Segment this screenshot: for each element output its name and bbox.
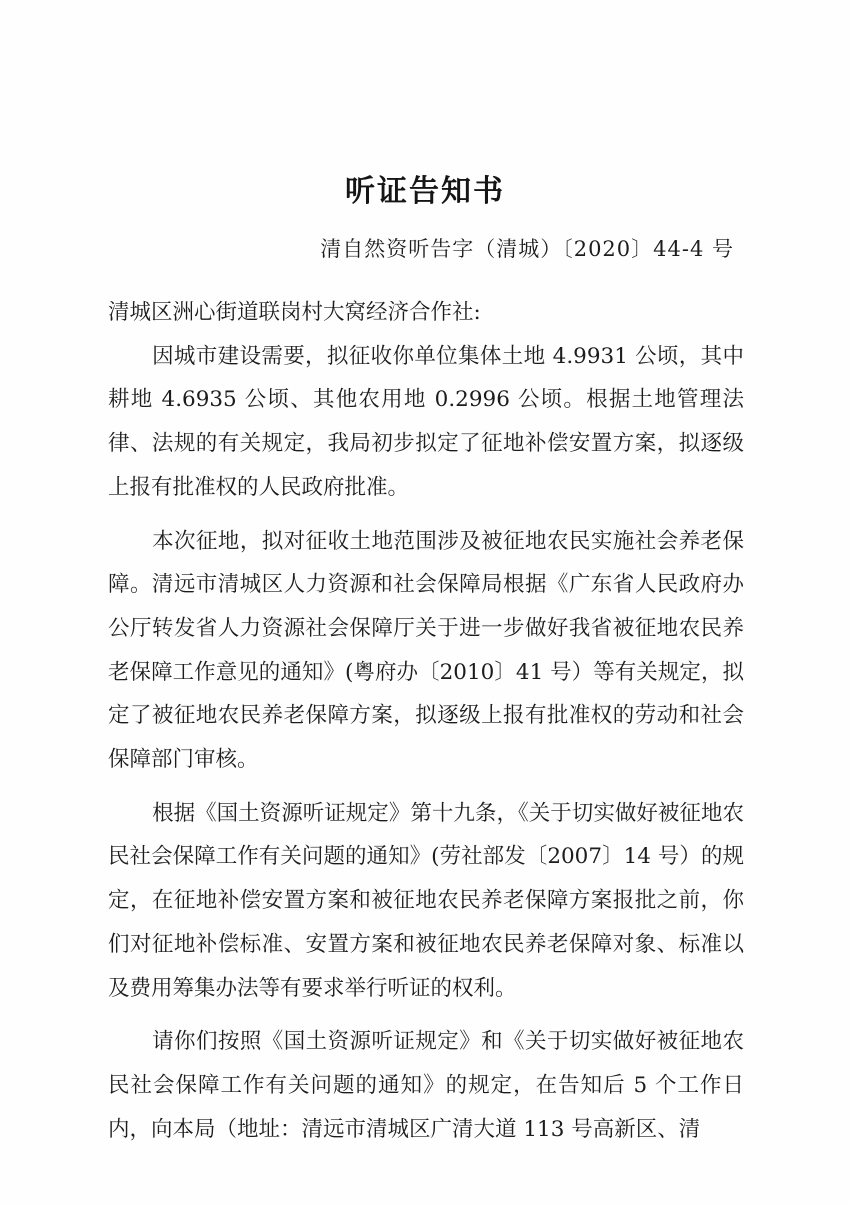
document-body (108, 291, 744, 1151)
document-title: 听证告知书 (345, 174, 505, 209)
salutation: 清城区洲心街道联岗村大窝经济合作社: (108, 300, 481, 325)
paragraph-hearing-request: 请你们按照《国土资源听证规定》和《关于切实做好被征地农民社会保障工作有关问题的通知》的规定，在告知后 5 个工作日内，向本局（地址：清远市清城区广清大道 113 号高新区、清 (108, 1029, 744, 1142)
paragraph-pension-security: 本次征地，拟对征收土地范围涉及被征地农民实施社会养老保障。清远市清城区人力资源和社会保障局根据《广东省人民政府办公厅转发省人力资源社会保障厅关于进一步做好我省被征地农民养老保障工作意见的通知》(粤府办〔2010〕41 号）等有关规定，拟定了被征地农民养老保障方案，拟逐级上报有批准权的劳动和社会保障部门审核。 (108, 528, 744, 773)
paragraph-hearing-rights: 根据《国土资源听证规定》第十九条，《关于切实做好被征地农民社会保障工作有关问题的通知》(劳社部发〔2007〕14 号）的规定，在征地补偿安置方案和被征地农民养老保障方案报批之前，你们对征地补偿标准、安置方案和被征地农民养老保障对象、标准以及费用筹集办法等有要求举行听证的权利。 (108, 800, 744, 1001)
paragraph-land-acquisition: 因城市建设需要，拟征收你单位集体土地 4.9931 公顷，其中耕地 4.6935 公顷、其他农用地 0.2996 公顷。根据土地管理法律、法规的有关规定，我局初步拟定了征地补偿安置方案，拟逐级上报有批准权的人民政府批准。 (108, 343, 744, 500)
document-number: 清自然资听告字（清城）〔2020〕44-4 号 (320, 237, 734, 261)
